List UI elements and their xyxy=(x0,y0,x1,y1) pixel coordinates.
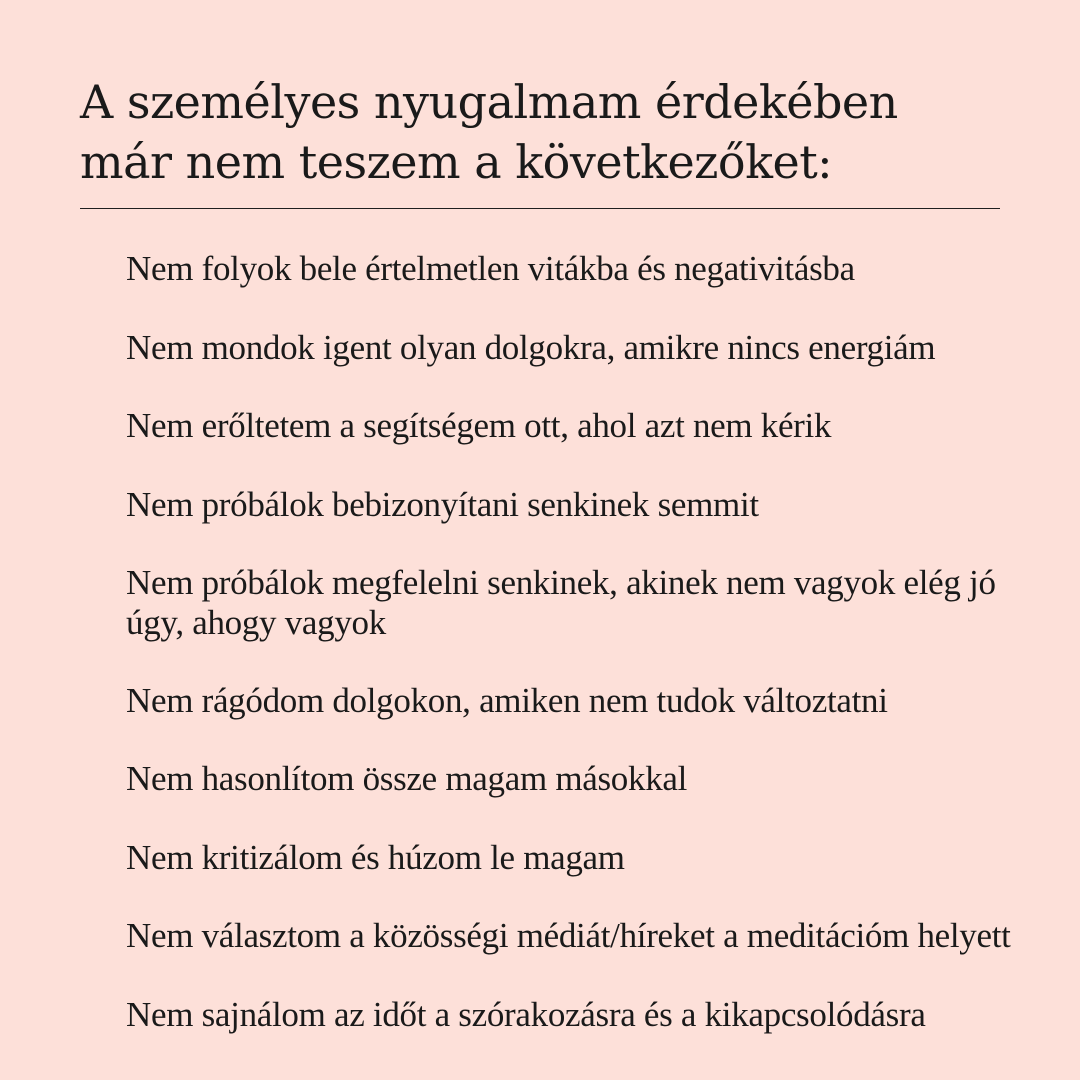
title-line-2: már nem teszem a következőket: xyxy=(80,135,833,189)
list-item: Nem választom a közösségi médiát/híreket a meditációm helyett xyxy=(126,916,1011,955)
list-item: Nem rágódom dolgokon, amiken nem tudok változtatni xyxy=(126,681,888,720)
list-item: Nem mondok igent olyan dolgokra, amikre nincs energiám xyxy=(126,328,936,367)
title-divider xyxy=(80,208,1000,209)
list-item: Nem folyok bele értelmetlen vitákba és negativitásba xyxy=(126,249,855,288)
list-item: Nem sajnálom az időt a szórakozásra és a kikapcsolódásra xyxy=(126,995,926,1034)
list-item: Nem kritizálom és húzom le magam xyxy=(126,838,625,877)
list-item: Nem hasonlítom össze magam másokkal xyxy=(126,759,688,798)
page-title xyxy=(80,72,1000,192)
list-item: Nem próbálok megfelelni senkinek, akinek nem vagyok elég jó úgy, ahogy vagyok xyxy=(126,563,996,642)
list-item: Nem próbálok bebizonyítani senkinek semmit xyxy=(126,485,759,524)
list-item: Nem erőltetem a segítségem ott, ahol azt nem kérik xyxy=(126,406,832,445)
title-line-1: A személyes nyugalmam érdekében xyxy=(80,75,898,129)
